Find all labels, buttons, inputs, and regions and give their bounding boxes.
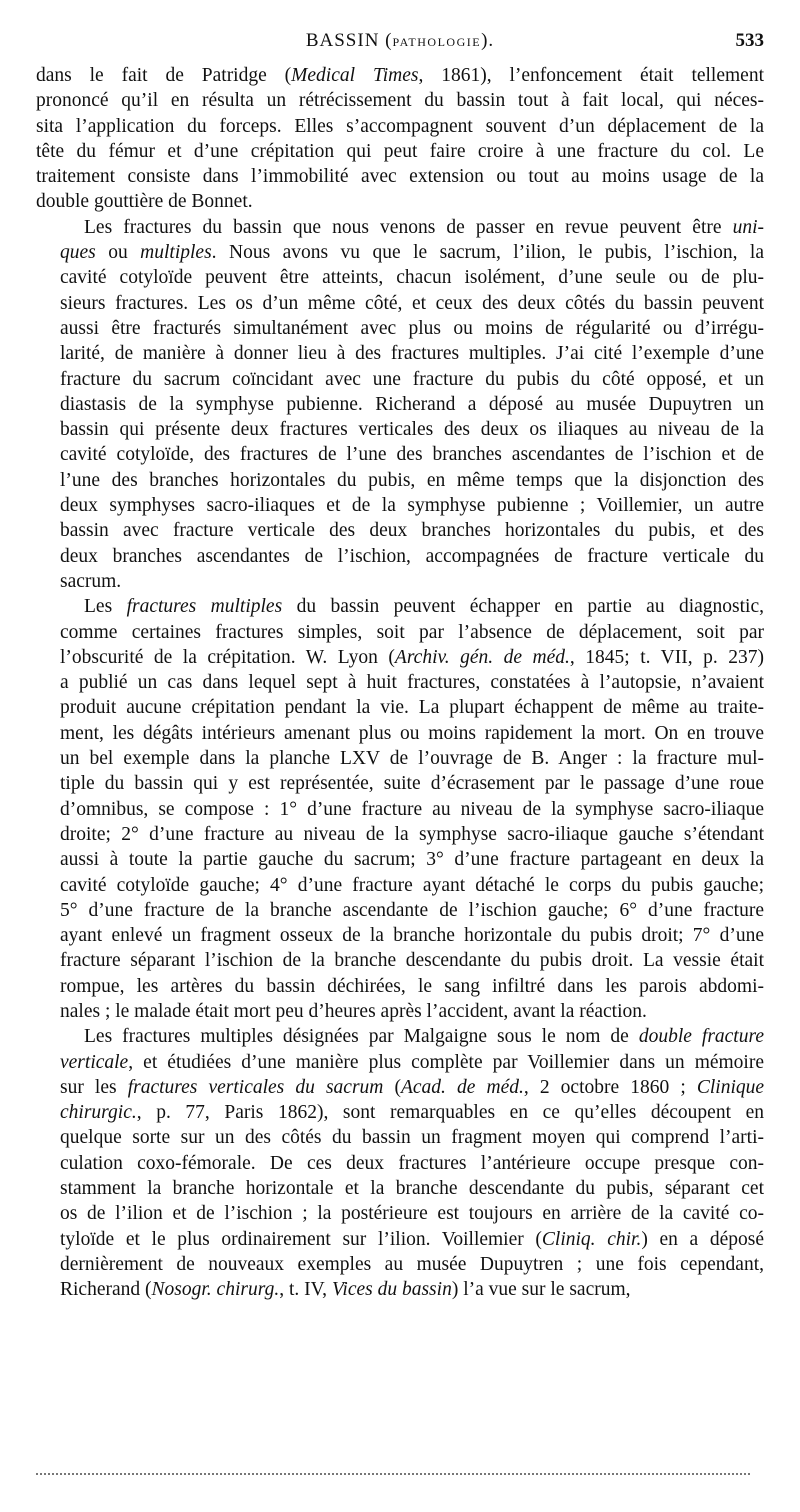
text-line — [36, 771, 764, 796]
text-line — [36, 620, 764, 645]
text-run: tiple du bassin qui y est représentée, suite d’écrasement par le passage d’une roue — [60, 773, 764, 795]
page-number: 533 — [735, 30, 764, 51]
italic-text: Medical Times — [291, 65, 419, 86]
paragraph — [36, 1024, 764, 1302]
text-line — [36, 873, 764, 898]
italic-text: fractures verticales du sacrum — [127, 1076, 384, 1098]
text-line — [36, 114, 764, 139]
text-run: cavité cotyloïde peuvent être atteints, chacun isolément, d’une seule ou de plu- — [60, 267, 764, 289]
text-run: bassin avec fracture verticale des deux branches horizontales du pubis, et des — [60, 520, 764, 542]
text-line — [36, 1075, 764, 1100]
text-run: Richerand ( — [60, 1279, 152, 1301]
text-line — [36, 367, 764, 392]
text-line — [36, 215, 764, 240]
text-line — [36, 265, 764, 290]
text-line — [36, 240, 764, 265]
running-title-subtitle: PATHOLOGIE — [392, 35, 482, 49]
italic-text: double fracture — [638, 1026, 764, 1048]
text-run: fracture du sacrum coïncidant avec une fracture du pubis du côté opposé, et un — [60, 368, 764, 390]
text-run: , et étudiées d’une manière plus complète par Voillemier dans un mémoire — [128, 1051, 764, 1073]
text-line — [36, 88, 764, 113]
text-run: stamment la branche horizontale et la branche descendante du pubis, séparant cet — [60, 1178, 764, 1200]
text-run: rompue, les artères du bassin déchirées, le sang infiltré dans les parois abdomi- — [60, 975, 764, 997]
text-run: ) l’a vue sur le sacrum, — [451, 1279, 631, 1301]
text-line — [36, 974, 764, 999]
text-line — [36, 164, 764, 189]
text-run: droite; 2° d’une fracture au niveau de la symphyse sacro-iliaque gauche s’étendant — [60, 823, 764, 845]
text-run: ) en a déposé — [641, 1228, 764, 1250]
text-run: cavité cotyloïde gauche; 4° d’une fracture ayant détaché le corps du pubis gauche; — [60, 874, 764, 896]
text-run: dernièrement de nouveaux exemples au musée Dupuytren ; une fois cependant, — [60, 1253, 764, 1275]
text-line — [36, 695, 764, 720]
text-run: Les fractures du bassin que nous venons de passer en revue peuvent être — [84, 216, 733, 238]
text-line — [36, 493, 764, 518]
text-line — [36, 468, 764, 493]
text-run: tyloïde et le plus ordinairement sur l’ilion. Voillemier ( — [60, 1228, 542, 1250]
text-line — [36, 1050, 764, 1075]
text-line — [36, 797, 764, 822]
text-run: aussi être fracturés simultanément avec plus ou moins de régularité ou d’irrégu- — [60, 317, 764, 339]
italic-text: Archiv. gén. de méd. — [394, 646, 570, 668]
text-run: quelque sorte sur un des côtés du bassin un fragment moyen qui comprend l’arti- — [60, 1127, 764, 1149]
text-run: os de l’ilion et de l’ischion ; la postérieure est toujours en arrière de la cavité co- — [60, 1203, 764, 1225]
text-run: nales ; le malade était mort peu d’heures après l’accident, avant la réaction. — [60, 1000, 647, 1022]
running-title: BASSIN (PATHOLOGIE). — [305, 30, 495, 51]
text-run: sieurs fractures. Les os d’un même côté, et ceux des deux côtés du bassin peuvent — [60, 292, 764, 314]
text-run: bassin qui présente deux fractures verticales des deux os iliaques au niveau de la — [60, 419, 764, 441]
text-line — [36, 1227, 764, 1252]
text-run: a publié un cas dans lequel sept à huit fractures, constatées à l’autopsie, n’avaient — [60, 672, 764, 694]
text-run: 5° d’une fracture de la branche ascendante de l’ischion gauche; 6° d’une fracture — [60, 899, 764, 921]
text-run: Les fractures multiples désignées par Malgaigne sous le nom de — [84, 1026, 639, 1048]
text-line — [36, 341, 764, 366]
body-text — [36, 63, 764, 1303]
italic-text: Acad. de méd. — [400, 1076, 524, 1098]
text-line — [36, 544, 764, 569]
text-line — [36, 1252, 764, 1277]
italic-text: multiples — [140, 242, 212, 264]
italic-text: Cliniq. chir. — [541, 1228, 642, 1250]
text-run: , t. IV, — [279, 1279, 332, 1301]
running-title-word: BASSIN — [305, 30, 380, 51]
italic-text: fractures multiples — [126, 596, 283, 618]
italic-text: Clinique — [696, 1076, 765, 1098]
italic-text: verticale — [60, 1051, 129, 1073]
text-run: d’omnibus, se compose : 1° d’une fracture au niveau de la symphyse sacro-iliaque — [60, 798, 764, 820]
paragraph — [36, 594, 764, 1024]
text-line — [36, 1024, 764, 1049]
paragraph — [36, 63, 764, 215]
text-run: deux symphyses sacro-iliaques et de la symphyse pubienne ; Voillemier, un autre — [60, 495, 764, 517]
text-run: l’obscurité de la crépitation. W. Lyon ( — [60, 646, 395, 668]
text-line — [36, 442, 764, 467]
text-line — [36, 999, 764, 1024]
text-line — [36, 645, 764, 670]
text-run: l’une des branches horizontales du pubis, en même temps que la disjonction des — [60, 469, 764, 491]
text-line — [36, 822, 764, 847]
text-line — [36, 518, 764, 543]
text-line — [36, 746, 764, 771]
text-run: prononcé qu’il en résulta un rétrécissement du bassin tout à fait local, qui néces- — [36, 90, 764, 112]
text-line — [36, 948, 764, 973]
paragraph — [36, 215, 764, 594]
text-run: , p. 77, Paris 1862), sont remarquables en ce qu’elles découpent en — [136, 1102, 764, 1124]
text-run: cavité cotyloïde, des fractures de l’une des branches ascendantes de l’ischion et de — [60, 444, 764, 466]
running-head — [36, 30, 764, 56]
text-line — [36, 1201, 764, 1226]
text-run: ou — [95, 242, 141, 264]
text-run: dans le fait de Patridge ( — [36, 65, 292, 86]
text-line — [36, 1125, 764, 1150]
text-run: Les — [84, 596, 127, 618]
italic-text: Nosogr. chirurg. — [151, 1279, 280, 1301]
text-run: culation coxo-fémorale. De ces deux fractures l’antérieure occupe presque con- — [60, 1152, 764, 1174]
text-run: fracture séparant l’ischion de la branche descendante du pubis droit. La vessie était — [60, 950, 764, 972]
text-run: diastasis de la symphyse pubienne. Richerand a déposé au musée Dupuytren un — [60, 393, 764, 415]
italic-text: uni- — [732, 216, 764, 238]
text-run: sacrum. — [60, 570, 122, 592]
italic-text: ques — [60, 242, 96, 264]
text-run: ment, les dégâts intérieurs amenant plus ou moins rapidement la mort. On en trouve — [60, 722, 764, 744]
italic-text: Vices du bassin — [331, 1279, 452, 1301]
text-line — [36, 1176, 764, 1201]
footer-rule — [36, 1473, 750, 1475]
text-line — [36, 721, 764, 746]
text-line — [36, 923, 764, 948]
text-run: , 1861), l’enfoncement était tellement — [418, 65, 764, 86]
text-line — [36, 594, 764, 619]
text-run: ( — [383, 1076, 401, 1098]
text-line — [36, 392, 764, 417]
text-line — [36, 569, 764, 594]
text-line — [36, 1100, 764, 1125]
text-run: , 2 octobre 1860 ; — [523, 1076, 697, 1098]
text-run: sita l’application du forceps. Elles s’accompagnent souvent d’un déplacement de la — [36, 115, 764, 137]
text-run: larité, de manière à donner lieu à des fractures multiples. J’ai cité l’exemple d’une — [60, 343, 764, 365]
text-run: tête du fémur et d’une crépitation qui peut faire croire à une fracture du col. Le — [36, 140, 764, 162]
text-run: traitement consiste dans l’immobilité avec extension ou tout au moins usage de la — [36, 166, 764, 188]
text-line — [36, 139, 764, 164]
text-run: un bel exemple dans la planche LXV de l’ouvrage de B. Anger : la fracture mul- — [60, 748, 764, 770]
text-line — [36, 847, 764, 872]
text-run: sur les — [60, 1076, 128, 1098]
text-line — [36, 1277, 764, 1302]
text-run: . Nous avons vu que le sacrum, l’ilion, le pubis, l’ischion, la — [211, 242, 764, 264]
text-run: , 1845; t. VII, p. 237) — [569, 646, 765, 668]
text-run: ayant enlevé un fragment osseux de la branche horizontale du pubis droit; 7° d’une — [60, 925, 764, 947]
text-line — [36, 189, 764, 214]
text-line — [36, 417, 764, 442]
text-line — [36, 291, 764, 316]
text-run: double gouttière de Bonnet. — [36, 191, 253, 213]
text-line — [36, 670, 764, 695]
text-line — [36, 898, 764, 923]
text-run: comme certaines fractures simples, soit par l’absence de déplacement, soit par — [60, 621, 764, 643]
text-run: aussi à toute la partie gauche du sacrum; 3° d’une fracture partageant en deux la — [60, 849, 764, 871]
text-line — [36, 316, 764, 341]
text-line — [36, 1151, 764, 1176]
text-run: produit aucune crépitation pendant la vie. La plupart échappent de même au traite- — [60, 697, 764, 719]
italic-text: chirurgic. — [60, 1102, 137, 1124]
text-run: du bassin peuvent échapper en partie au diagnostic, — [282, 596, 765, 618]
text-line — [36, 63, 764, 88]
text-run: deux branches ascendantes de l’ischion, accompagnées de fracture verticale du — [60, 545, 764, 567]
